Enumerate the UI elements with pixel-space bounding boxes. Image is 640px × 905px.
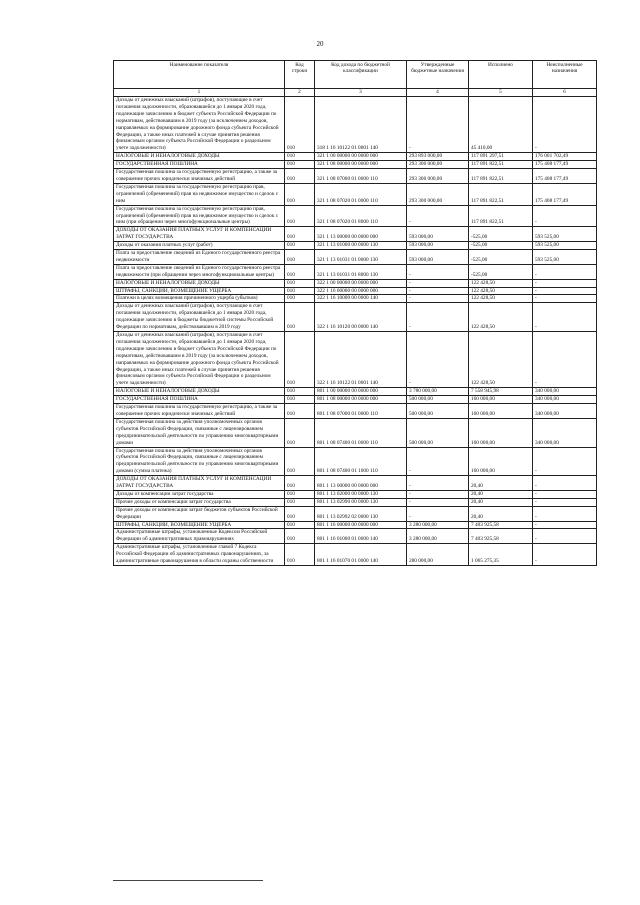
row-unexecuted: - bbox=[533, 264, 597, 279]
row-approved: - bbox=[407, 295, 469, 303]
row-name: Государственная пошлина за государственную регистрацию прав, ограничений (обременений) прав на недвижимое имущество и сделок с ним bbox=[114, 183, 285, 205]
row-unexecuted: 593 525,00 bbox=[533, 242, 597, 250]
header-unexecuted: Неисполненные назначения bbox=[533, 61, 597, 89]
row-line-code: 010 bbox=[285, 418, 315, 447]
row-approved: 293 893 000,00 bbox=[407, 153, 469, 161]
row-budget-code: 801 1 08 00000 00 0000 000 bbox=[315, 396, 407, 404]
row-line-code: 010 bbox=[285, 287, 315, 295]
row-approved: - bbox=[407, 205, 469, 227]
row-unexecuted: - bbox=[533, 97, 597, 153]
row-budget-code: 321 1 13 01031 01 8000 130 bbox=[315, 264, 407, 279]
row-executed: 160 000,00 bbox=[469, 418, 533, 447]
row-unexecuted: 175 408 177,49 bbox=[533, 161, 597, 169]
column-number: 4 bbox=[407, 89, 469, 97]
header-line-code: Код строки bbox=[285, 61, 315, 89]
row-line-code: 010 bbox=[285, 332, 315, 388]
table-row bbox=[114, 242, 597, 250]
row-name: Государственная пошлина за государственную регистрацию, а также за совершение прочих юридически значимых действий bbox=[114, 404, 285, 419]
row-executed: 7 403 925,58 bbox=[469, 521, 533, 529]
row-line-code: 010 bbox=[285, 242, 315, 250]
row-executed: 1 065 275,35 bbox=[469, 544, 533, 566]
row-name: Государственная пошлина за действия уполномоченных органов субъектов Российской Федерации, связанные с лицензированием предпринимательской деятельности по управлению многоквартирными домами (сумма платежа) bbox=[114, 447, 285, 476]
row-unexecuted: - bbox=[533, 490, 597, 498]
row-approved: 593 000,00 bbox=[407, 250, 469, 265]
row-approved: 500 000,00 bbox=[407, 418, 469, 447]
row-unexecuted: 593 525,00 bbox=[533, 250, 597, 265]
row-line-code: 010 bbox=[285, 153, 315, 161]
row-approved: - bbox=[407, 279, 469, 287]
row-unexecuted: 176 001 702,49 bbox=[533, 153, 597, 161]
row-budget-code: 322 1 16 10000 00 0000 140 bbox=[315, 295, 407, 303]
row-budget-code: 321 1 00 00000 00 0000 000 bbox=[315, 153, 407, 161]
row-unexecuted: 175 408 177,49 bbox=[533, 169, 597, 184]
row-name: ШТРАФЫ, САНКЦИИ, ВОЗМЕЩЕНИЕ УЩЕРБА bbox=[114, 287, 285, 295]
row-unexecuted: - bbox=[533, 544, 597, 566]
row-unexecuted: 593 525,00 bbox=[533, 227, 597, 242]
table-row bbox=[114, 506, 597, 521]
row-executed: -525,00 bbox=[469, 250, 533, 265]
footnote-divider bbox=[113, 880, 263, 881]
row-line-code: 010 bbox=[285, 388, 315, 396]
row-unexecuted: - bbox=[533, 529, 597, 544]
row-budget-code: 321 1 13 00000 00 0000 000 bbox=[315, 227, 407, 242]
row-unexecuted: - bbox=[533, 498, 597, 506]
table-row bbox=[114, 303, 597, 332]
row-name: Плата за предоставление сведений из Единого государственного реестра недвижимости bbox=[114, 250, 285, 265]
row-budget-code: 318 1 16 10122 01 0001 140 bbox=[315, 97, 407, 153]
column-number: 2 bbox=[285, 89, 315, 97]
row-unexecuted: - bbox=[533, 303, 597, 332]
page-number: 20 bbox=[316, 40, 324, 48]
row-name: Доходы от денежных взысканий (штрафов), поступающие в счет погашения задолженности, образовавшейся до 1 января 2020 года, подлежащие зачислению в бюджет субъекта Российской Федерации по нормативам, действовавшим в 2019 году (за исключением доходов, направляемых на формирование дорожного фонда субъекта Российской Федерации, а также иных платежей в случае принятия решения финансовым органом субъекта Российской Федерации о раздельном учете задолженности) bbox=[114, 97, 285, 153]
row-line-code: 010 bbox=[285, 404, 315, 419]
row-unexecuted: - bbox=[533, 506, 597, 521]
row-line-code: 010 bbox=[285, 544, 315, 566]
row-name: Доходы от оказания платных услуг (работ) bbox=[114, 242, 285, 250]
row-approved: - bbox=[407, 303, 469, 332]
row-budget-code: 322 1 00 00000 00 0000 000 bbox=[315, 279, 407, 287]
table-row bbox=[114, 205, 597, 227]
row-executed: 7 403 925,58 bbox=[469, 529, 533, 544]
row-unexecuted: 340 000,00 bbox=[533, 418, 597, 447]
row-executed: 7 558 945,98 bbox=[469, 388, 533, 396]
row-approved: - bbox=[407, 498, 469, 506]
header-budget-code: Код дохода по бюджетной классификации bbox=[315, 61, 407, 89]
table-row bbox=[114, 97, 597, 153]
row-name: ГОСУДАРСТВЕННАЯ ПОШЛИНА bbox=[114, 161, 285, 169]
row-approved: 593 000,00 bbox=[407, 242, 469, 250]
row-approved: 3 780 000,00 bbox=[407, 388, 469, 396]
row-budget-code: 321 1 08 07020 01 8000 110 bbox=[315, 205, 407, 227]
row-unexecuted: - bbox=[533, 295, 597, 303]
row-name: Государственная пошлина за государственную регистрацию прав, ограничений (обременений) прав на недвижимое имущество и сделок с ним (при обращении через многофункциональные центры) bbox=[114, 205, 285, 227]
table-row bbox=[114, 544, 597, 566]
row-approved: - bbox=[407, 490, 469, 498]
table-row bbox=[114, 447, 597, 476]
row-approved: - bbox=[407, 476, 469, 491]
header-approved: Утвержденные бюджетные назначения bbox=[407, 61, 469, 89]
row-name: Административные штрафы, установленные Кодексом Российской Федерации об административных правонарушениях bbox=[114, 529, 285, 544]
row-name: Прочие доходы от компенсации затрат государства bbox=[114, 498, 285, 506]
row-unexecuted: - bbox=[533, 476, 597, 491]
table-row bbox=[114, 476, 597, 491]
row-name: Плата за предоставление сведений из Единого государственного реестра недвижимости (при обращении через многофункциональные центры) bbox=[114, 264, 285, 279]
row-executed: 122 428,50 bbox=[469, 279, 533, 287]
row-line-code: 010 bbox=[285, 279, 315, 287]
row-executed: 20,40 bbox=[469, 476, 533, 491]
column-number-row bbox=[114, 89, 597, 97]
row-executed: 117 891 822,51 bbox=[469, 161, 533, 169]
header-row bbox=[114, 61, 597, 89]
column-number: 5 bbox=[469, 89, 533, 97]
table-row bbox=[114, 332, 597, 388]
row-name: Доходы от компенсации затрат государства bbox=[114, 490, 285, 498]
row-line-code: 010 bbox=[285, 250, 315, 265]
row-approved: 593 000,00 bbox=[407, 227, 469, 242]
row-name: Доходы от денежных взысканий (штрафов), поступающие в счет погашения задолженности, образовавшейся до 1 января 2020 года, подлежащие зачислению в бюджет субъекта Российской Федерации по нормативам, действовавшим в 2019 году (за исключением доходов, направляемых на формирование дорожного фонда субъекта Российской Федерации, а также иных платежей в случае принятия решения финансовым органом субъекта Российской Федерации о раздельном учете задолженности) bbox=[114, 332, 285, 388]
table-row bbox=[114, 521, 597, 529]
row-budget-code: 321 1 08 07000 01 0000 110 bbox=[315, 169, 407, 184]
header-indicator-name: Наименование показателя bbox=[114, 61, 285, 89]
table-row bbox=[114, 529, 597, 544]
row-approved: - bbox=[407, 332, 469, 388]
row-budget-code: 801 1 13 02990 00 0000 130 bbox=[315, 498, 407, 506]
column-number: 1 bbox=[114, 89, 285, 97]
row-budget-code: 801 1 08 07000 01 0000 110 bbox=[315, 404, 407, 419]
row-budget-code: 801 1 13 02000 00 0000 130 bbox=[315, 490, 407, 498]
row-line-code: 010 bbox=[285, 521, 315, 529]
row-approved: 293 300 000,00 bbox=[407, 169, 469, 184]
row-approved: - bbox=[407, 447, 469, 476]
row-line-code: 010 bbox=[285, 506, 315, 521]
table-row bbox=[114, 250, 597, 265]
row-approved: - bbox=[407, 287, 469, 295]
row-name: Государственная пошлина за действия уполномоченных органов субъектов Российской Федерации, связанные с лицензированием предпринимательской деятельности по управлению многоквартирными домами bbox=[114, 418, 285, 447]
row-name: Административные штрафы, установленные главой 7 Кодекса Российской Федерации об административных правонарушениях, за административные правонарушения в области охраны собственности bbox=[114, 544, 285, 566]
row-executed: 45 410,00 bbox=[469, 97, 533, 153]
row-executed: -525,00 bbox=[469, 227, 533, 242]
row-executed: 122 428,50 bbox=[469, 287, 533, 295]
table-row bbox=[114, 264, 597, 279]
table-row bbox=[114, 396, 597, 404]
row-line-code: 010 bbox=[285, 295, 315, 303]
row-line-code: 010 bbox=[285, 396, 315, 404]
row-line-code: 010 bbox=[285, 490, 315, 498]
row-unexecuted: - bbox=[533, 521, 597, 529]
table-row bbox=[114, 279, 597, 287]
row-budget-code: 801 1 16 01000 01 0000 140 bbox=[315, 529, 407, 544]
table-row bbox=[114, 153, 597, 161]
row-budget-code: 321 1 13 01031 01 0000 130 bbox=[315, 250, 407, 265]
row-executed: 117 891 822,51 bbox=[469, 183, 533, 205]
row-line-code: 010 bbox=[285, 183, 315, 205]
row-unexecuted: 175 408 177,49 bbox=[533, 183, 597, 205]
row-executed: 117 891 822,51 bbox=[469, 205, 533, 227]
row-executed: 122 428,50 bbox=[469, 332, 533, 388]
row-line-code: 010 bbox=[285, 529, 315, 544]
row-name: Доходы от денежных взысканий (штрафов), поступающие в счет погашения задолженности, образовавшейся до 1 января 2020 года, подлежащие зачислению в бюджеты бюджетной системы Российской Федерации по нормативам, действовавшим в 2019 году bbox=[114, 303, 285, 332]
row-approved: 293 300 000,00 bbox=[407, 183, 469, 205]
row-budget-code: 322 1 16 10120 00 0000 140 bbox=[315, 303, 407, 332]
table-row bbox=[114, 161, 597, 169]
row-executed: 122 428,50 bbox=[469, 303, 533, 332]
table-row bbox=[114, 418, 597, 447]
table-row bbox=[114, 490, 597, 498]
row-budget-code: 801 1 16 00000 00 0000 000 bbox=[315, 521, 407, 529]
row-approved: 280 000,00 bbox=[407, 544, 469, 566]
row-line-code: 010 bbox=[285, 161, 315, 169]
row-name: ДОХОДЫ ОТ ОКАЗАНИЯ ПЛАТНЫХ УСЛУГ И КОМПЕНСАЦИИ ЗАТРАТ ГОСУДАРСТВА bbox=[114, 476, 285, 491]
row-budget-code: 801 1 00 00000 00 0000 000 bbox=[315, 388, 407, 396]
table-row bbox=[114, 169, 597, 184]
row-name: Государственная пошлина за государственную регистрацию, а также за совершение прочих юридически значимых действий bbox=[114, 169, 285, 184]
row-name: НАЛОГОВЫЕ И НЕНАЛОГОВЫЕ ДОХОДЫ bbox=[114, 153, 285, 161]
row-executed: 117 891 822,51 bbox=[469, 169, 533, 184]
row-line-code: 010 bbox=[285, 498, 315, 506]
row-executed: 160 000,00 bbox=[469, 396, 533, 404]
table-row bbox=[114, 183, 597, 205]
row-budget-code: 801 1 08 07400 01 1000 110 bbox=[315, 447, 407, 476]
row-name: Платежи в целях возмещения причиненного ущерба (убытков) bbox=[114, 295, 285, 303]
row-name: ГОСУДАРСТВЕННАЯ ПОШЛИНА bbox=[114, 396, 285, 404]
row-name: НАЛОГОВЫЕ И НЕНАЛОГОВЫЕ ДОХОДЫ bbox=[114, 388, 285, 396]
row-unexecuted: 340 000,00 bbox=[533, 388, 597, 396]
row-approved: 500 000,00 bbox=[407, 396, 469, 404]
row-line-code: 010 bbox=[285, 169, 315, 184]
row-unexecuted: - bbox=[533, 447, 597, 476]
table-row bbox=[114, 404, 597, 419]
row-unexecuted: 340 000,00 bbox=[533, 404, 597, 419]
row-approved: 500 000,00 bbox=[407, 404, 469, 419]
row-approved: 3 280 000,00 bbox=[407, 529, 469, 544]
row-budget-code: 801 1 16 01070 01 0000 140 bbox=[315, 544, 407, 566]
row-unexecuted: - bbox=[533, 287, 597, 295]
row-budget-code: 322 1 16 00000 00 0000 000 bbox=[315, 287, 407, 295]
row-executed: -525,00 bbox=[469, 264, 533, 279]
row-approved: 3 280 000,00 bbox=[407, 521, 469, 529]
row-executed: 160 000,00 bbox=[469, 404, 533, 419]
row-executed: 20,40 bbox=[469, 506, 533, 521]
row-line-code: 010 bbox=[285, 205, 315, 227]
row-executed: 160 000,00 bbox=[469, 447, 533, 476]
row-unexecuted: - bbox=[533, 205, 597, 227]
row-line-code: 010 bbox=[285, 447, 315, 476]
row-budget-code: 801 1 08 07400 01 0000 110 bbox=[315, 418, 407, 447]
header-executed: Исполнено bbox=[469, 61, 533, 89]
row-name: ДОХОДЫ ОТ ОКАЗАНИЯ ПЛАТНЫХ УСЛУГ И КОМПЕНСАЦИИ ЗАТРАТ ГОСУДАРСТВА bbox=[114, 227, 285, 242]
row-approved: - bbox=[407, 506, 469, 521]
row-budget-code: 322 1 16 10122 01 0001 140 bbox=[315, 332, 407, 388]
row-line-code: 010 bbox=[285, 97, 315, 153]
row-unexecuted: 340 000,00 bbox=[533, 396, 597, 404]
row-budget-code: 321 1 13 01000 00 0000 130 bbox=[315, 242, 407, 250]
row-executed: 117 891 297,51 bbox=[469, 153, 533, 161]
row-approved: - bbox=[407, 97, 469, 153]
row-budget-code: 801 1 13 00000 00 0000 000 bbox=[315, 476, 407, 491]
row-approved: 293 300 000,00 bbox=[407, 161, 469, 169]
column-number: 3 bbox=[315, 89, 407, 97]
row-approved: - bbox=[407, 264, 469, 279]
row-line-code: 010 bbox=[285, 476, 315, 491]
table-row bbox=[114, 388, 597, 396]
column-number: 6 bbox=[533, 89, 597, 97]
table-row bbox=[114, 295, 597, 303]
row-executed: 20,40 bbox=[469, 498, 533, 506]
table-body bbox=[114, 97, 597, 566]
row-unexecuted: - bbox=[533, 332, 597, 388]
table-row bbox=[114, 498, 597, 506]
row-name: ШТРАФЫ, САНКЦИИ, ВОЗМЕЩЕНИЕ УЩЕРБА bbox=[114, 521, 285, 529]
row-line-code: 010 bbox=[285, 264, 315, 279]
row-line-code: 010 bbox=[285, 303, 315, 332]
revenue-report-table bbox=[113, 60, 597, 566]
row-executed: -525,00 bbox=[469, 242, 533, 250]
row-executed: 122 428,50 bbox=[469, 295, 533, 303]
row-line-code: 010 bbox=[285, 227, 315, 242]
table-row bbox=[114, 227, 597, 242]
row-name: НАЛОГОВЫЕ И НЕНАЛОГОВЫЕ ДОХОДЫ bbox=[114, 279, 285, 287]
row-budget-code: 321 1 08 07020 01 0000 110 bbox=[315, 183, 407, 205]
row-unexecuted: - bbox=[533, 279, 597, 287]
row-budget-code: 801 1 13 02992 02 0000 130 bbox=[315, 506, 407, 521]
row-budget-code: 321 1 08 00000 00 0000 000 bbox=[315, 161, 407, 169]
table-row bbox=[114, 287, 597, 295]
row-name: Прочие доходы от компенсации затрат бюджетов субъектов Российской Федерации bbox=[114, 506, 285, 521]
row-executed: 20,40 bbox=[469, 490, 533, 498]
